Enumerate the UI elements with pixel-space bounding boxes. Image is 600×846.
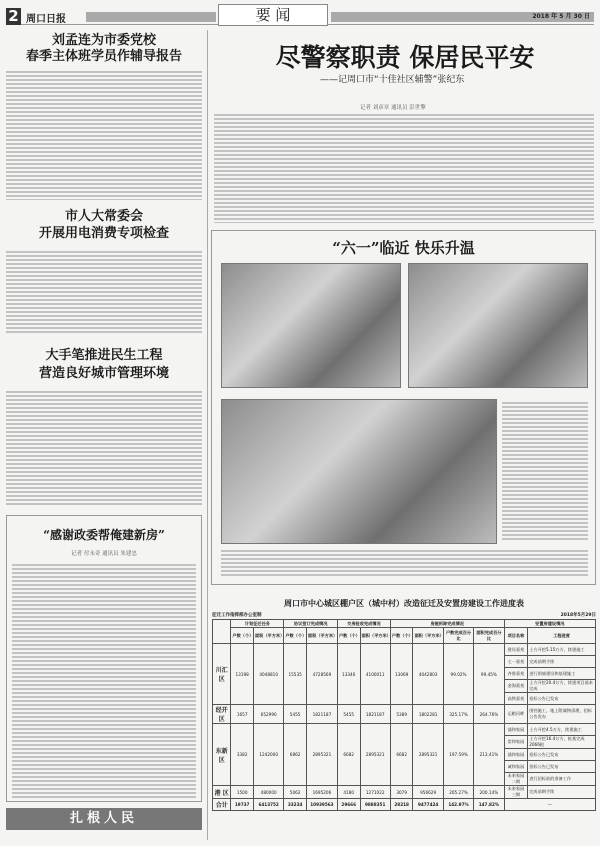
- main-byline: 记者 刘彦章 通讯员 彭世擎: [360, 105, 426, 111]
- photo-caption: [221, 549, 588, 577]
- column-header: 户数（个）: [231, 628, 254, 644]
- project-progress-cell: 完成前期手续: [528, 786, 596, 799]
- photo-performance: [408, 263, 588, 388]
- column-banner: 扎根人民: [6, 808, 202, 830]
- value-cell: 99.02%: [443, 644, 473, 705]
- value-cell: 13198: [231, 644, 254, 705]
- value-cell: 1802281: [413, 705, 443, 724]
- value-cell: 13069: [390, 644, 413, 705]
- project-name-cell: 齐鲁嘉苑: [504, 668, 528, 680]
- column-header: 面积（平方米）: [413, 628, 443, 644]
- value-cell: 1242000: [253, 724, 283, 786]
- project-name-cell: 诚和家园: [504, 761, 528, 773]
- value-cell: 1271022: [360, 786, 390, 799]
- district-cell: 东新区: [213, 724, 231, 786]
- project-progress-cell: 进行招标前的准备工作: [528, 773, 596, 786]
- value-cell: 99.45%: [474, 644, 504, 705]
- total-value: 147.82%: [474, 799, 504, 811]
- project-progress-cell: 土方开挖16.4万方，桩基完成2066根: [528, 736, 596, 749]
- boxed-article: [6, 515, 202, 802]
- value-cell: 3079: [390, 786, 413, 799]
- project-progress-cell: 招标公告已发布: [528, 761, 596, 773]
- column-header: 户数（个）: [284, 628, 307, 644]
- column-header: 工程进度: [528, 628, 596, 644]
- photo-caption: [502, 401, 588, 541]
- group-header: 计划征迁任务: [231, 620, 284, 628]
- value-cell: 205.27%: [443, 786, 473, 799]
- project-progress-cell: 进行围墙建设和基建施工: [528, 668, 596, 680]
- photo-gift-event: [221, 399, 497, 544]
- value-cell: 652990: [253, 705, 283, 724]
- project-name-cell: 建设嘉苑: [504, 644, 528, 656]
- group-header: 交房验收完成情况: [337, 620, 390, 628]
- project-progress-cell: 土方开挖5.15万方，续建施工: [528, 644, 596, 656]
- column-divider: [207, 30, 208, 840]
- value-cell: 1821187: [306, 705, 337, 724]
- total-row: [213, 799, 596, 811]
- table-title: 周口市中心城区棚户区（城中村）改造征迁及安置房建设工作进度表: [284, 598, 524, 608]
- column-header: 项目名称: [504, 628, 528, 644]
- article-byline: 记者 付永奇 通讯员 朱建忠: [71, 551, 137, 557]
- value-cell: 1695206: [306, 786, 337, 799]
- value-cell: 197.59%: [443, 724, 473, 786]
- project-name-cell: 崇和家园: [504, 736, 528, 749]
- column-header: 面积完成百分比: [474, 628, 504, 644]
- header-row: [213, 620, 596, 628]
- article-headline: [6, 33, 202, 65]
- main-headline: 尽警察职责 保居民平安: [275, 43, 535, 72]
- value-cell: 4048810: [253, 644, 283, 705]
- value-cell: 5062: [284, 786, 307, 799]
- column-header: 户数（个）: [390, 628, 413, 644]
- column-header: 面积（平方米）: [360, 628, 390, 644]
- group-header: 房屋拆除完成情况: [390, 620, 504, 628]
- value-cell: 4042803: [413, 644, 443, 705]
- group-header: 协议签订完成情况: [284, 620, 338, 628]
- column-header: 面积（平方米）: [306, 628, 337, 644]
- photo-feature: [211, 230, 596, 585]
- table-date: 2018年5月29日: [560, 613, 596, 618]
- project-name-cell: 浦和家园: [504, 749, 528, 761]
- value-cell: 480000: [253, 786, 283, 799]
- district-cell: 川汇区: [213, 644, 231, 705]
- article-body: [12, 563, 196, 798]
- project-name-cell: 七一嘉苑: [504, 656, 528, 668]
- total-value: 142.97%: [443, 799, 473, 811]
- headline-line: 开展用电消费专项检查: [38, 226, 169, 241]
- project-name-cell: 浦和家园: [504, 724, 528, 736]
- value-cell: 3382: [231, 724, 254, 786]
- photo-children: [221, 263, 401, 388]
- article-body: [214, 113, 594, 223]
- value-cell: 5455: [284, 705, 307, 724]
- masthead-bar-left: [86, 12, 216, 22]
- table-row: [213, 786, 596, 799]
- value-cell: 6682: [337, 724, 360, 786]
- value-cell: 13346: [337, 644, 360, 705]
- value-cell: 264.76%: [474, 705, 504, 724]
- headline-line: 刘孟连为市委党校: [51, 33, 156, 48]
- column-header: 面积（平方米）: [253, 628, 283, 644]
- project-name-cell: 未来家园二期: [504, 773, 528, 786]
- data-table: [212, 619, 596, 811]
- value-cell: 6682: [390, 724, 413, 786]
- project-name-cell: 运粮河畔: [504, 705, 528, 724]
- value-cell: 956629: [413, 786, 443, 799]
- value-cell: 6862: [284, 724, 307, 786]
- value-cell: 325.17%: [443, 705, 473, 724]
- value-cell: 1821187: [360, 705, 390, 724]
- project-name-cell: 金海嘉苑: [504, 680, 528, 693]
- value-cell: 213.41%: [474, 724, 504, 786]
- corner-cell: [213, 620, 231, 644]
- section-title: 要 闻: [218, 4, 328, 26]
- headline-line: 大手笔推进民生工程: [45, 348, 163, 363]
- headline-line: 市人大常委会: [64, 209, 143, 224]
- value-cell: 5455: [337, 705, 360, 724]
- progress-table: [212, 592, 596, 811]
- article-body: [6, 390, 202, 505]
- article-body: [6, 250, 202, 335]
- column-header: 户数（个）: [337, 628, 360, 644]
- table-meta: [212, 612, 596, 618]
- total-value: 9477424: [413, 799, 443, 811]
- value-cell: 4728569: [306, 644, 337, 705]
- total-value: 29666: [337, 799, 360, 811]
- total-value: 28218: [390, 799, 413, 811]
- issue-date: 2018 年 5 月 30 日: [532, 13, 590, 20]
- total-project-cell: —: [504, 799, 595, 811]
- value-cell: 15535: [284, 644, 307, 705]
- value-cell: 1500: [231, 786, 254, 799]
- table-row: [213, 724, 596, 736]
- table-source: 征迁工作指挥部办公室制: [212, 613, 262, 618]
- project-progress-cell: 招标公告已发布: [528, 693, 596, 705]
- district-cell: 经开区: [213, 705, 231, 724]
- value-cell: 1657: [231, 705, 254, 724]
- total-value: 33234: [284, 799, 307, 811]
- value-cell: 2895321: [306, 724, 337, 786]
- article-headline: [6, 347, 202, 383]
- main-subtitle: ——记周口市“十佳社区辅警”张纪东: [320, 75, 465, 85]
- article-headline: [6, 208, 202, 242]
- project-progress-cell: 招标公告已发布: [528, 749, 596, 761]
- value-cell: 5389: [390, 705, 413, 724]
- total-value: 10939563: [306, 799, 337, 811]
- total-label: 合计: [213, 799, 231, 811]
- article-body: [6, 70, 202, 200]
- table-row: [213, 705, 596, 724]
- value-cell: 4100011: [360, 644, 390, 705]
- total-value: 19737: [231, 799, 254, 811]
- value-cell: 2895321: [360, 724, 390, 786]
- headline-line: 营造良好城市管理环境: [38, 366, 169, 381]
- photo-feature-title: “六一”临近 快乐升温: [332, 239, 475, 257]
- total-value: 6413752: [253, 799, 283, 811]
- project-progress-cell: 围挡施工，地上附属物清理，招标公告发布: [528, 705, 596, 724]
- value-cell: 2895321: [413, 724, 443, 786]
- project-name-cell: 高铁嘉苑: [504, 693, 528, 705]
- project-progress-cell: 完成前期手续: [528, 656, 596, 668]
- page-number: 2: [6, 8, 21, 25]
- district-cell: 港 区: [213, 786, 231, 799]
- group-header: 安置房建设情况: [504, 620, 595, 628]
- project-progress-cell: 土方开挖20.4万方，续建项目基本完成: [528, 680, 596, 693]
- masthead: [6, 8, 594, 25]
- project-name-cell: 未来家园三期: [504, 786, 528, 799]
- project-progress-cell: 土方开挖4.5万方，续建施工: [528, 724, 596, 736]
- paper-logo: 周口日报: [26, 14, 66, 25]
- headline-line: 春季主体班学员作辅导报告: [25, 49, 182, 64]
- column-header: 户数完成百分比: [443, 628, 473, 644]
- value-cell: 4180: [337, 786, 360, 799]
- value-cell: 200.14%: [474, 786, 504, 799]
- header-row: [213, 628, 596, 644]
- table-row: [213, 644, 596, 656]
- article-headline: “感谢政委帮俺建新房”: [43, 528, 165, 542]
- total-value: 9888351: [360, 799, 390, 811]
